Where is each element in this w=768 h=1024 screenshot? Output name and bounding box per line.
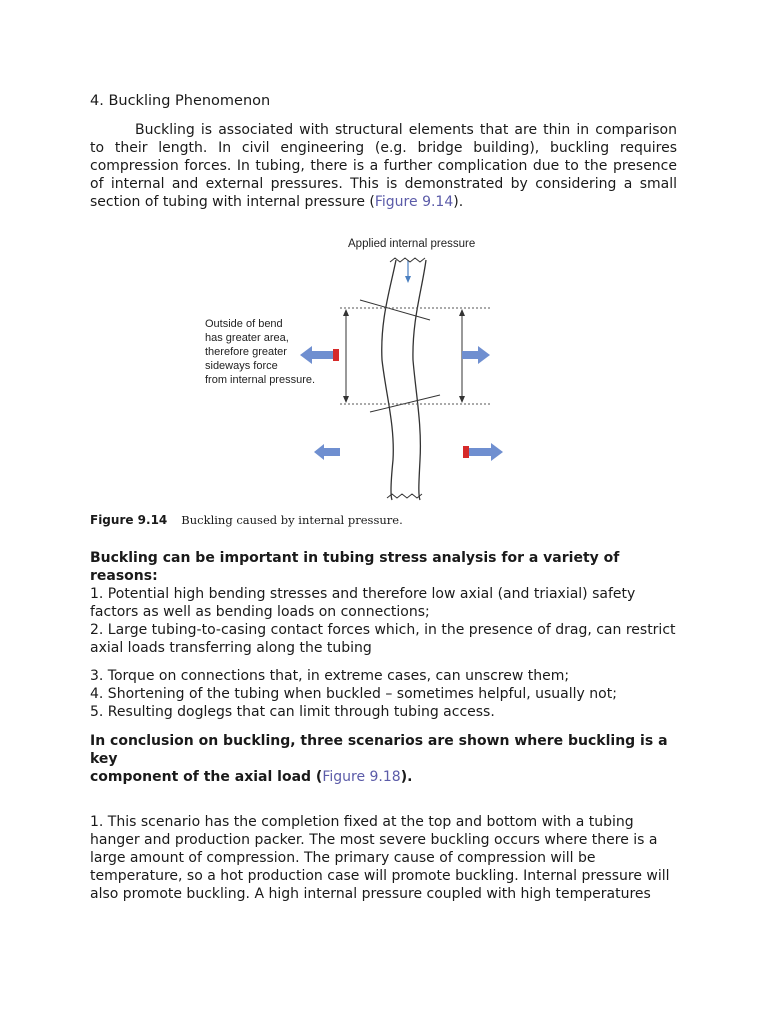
reasons-title	[90, 549, 680, 585]
side-label	[205, 318, 315, 386]
scenario-line-4: temperature, so a hot production case will promote buckling. Internal pressure will	[90, 868, 670, 884]
reason-1-line-2: factors as well as bending loads on connections;	[90, 604, 430, 620]
reason-2-line-2: axial loads transferring along the tubing	[90, 640, 372, 656]
figure-number: Figure 9.14	[90, 513, 168, 527]
side-label-line-1: Outside of bend	[205, 318, 283, 330]
lower-right-arrow	[469, 443, 503, 461]
conclusion-line-3	[90, 768, 680, 786]
reasons-title-line-1: Buckling can be important in tubing stress analysis for a variety of	[90, 550, 620, 566]
figure-top-label: Applied internal pressure	[348, 238, 476, 250]
tubing-left-wall	[382, 260, 396, 500]
conclusion-line-2: key	[90, 751, 118, 767]
conclusion-line-3-post: ).	[400, 769, 413, 785]
reason-item-4	[90, 685, 680, 703]
bottom-break-mark	[387, 494, 422, 498]
intro-end: ).	[453, 194, 464, 210]
conclusion-line-1: In conclusion on buckling, three scenarios are shown where buckling is a	[90, 733, 668, 749]
right-dim-arrow-bottom	[459, 396, 465, 403]
conclusion-line-3-pre: component of the axial load (	[90, 769, 323, 785]
figure-9-18-link[interactable]: Figure 9.18	[322, 769, 401, 785]
right-dim-arrow-top	[459, 309, 465, 316]
scenario-line-5: also promote buckling. A high internal pressure coupled with high temperatures	[90, 886, 651, 902]
reason-3-line-1: 3. Torque on connections that, in extreme cases, can unscrew them;	[90, 668, 570, 684]
side-label-line-5: from internal pressure.	[205, 374, 316, 386]
figure-caption-text: Buckling caused by internal pressure.	[181, 513, 403, 527]
side-label-line-3: therefore greater	[205, 346, 287, 358]
intro-paragraph	[90, 121, 677, 211]
tubing-right-wall	[413, 260, 426, 500]
scenario-line-1: 1. This scenario has the completion fixed at the top and bottom with a tubing	[90, 814, 634, 830]
upper-left-arrow-red-base	[333, 349, 339, 361]
reason-item-1	[90, 585, 680, 621]
upper-right-arrow	[462, 346, 490, 364]
figure-9-14-link[interactable]: Figure 9.14	[374, 194, 454, 210]
lower-section-line	[370, 395, 440, 412]
upper-left-arrow	[300, 346, 334, 364]
reason-item-2	[90, 621, 680, 657]
reason-item-3	[90, 667, 680, 685]
reason-5-line-1: 5. Resulting doglegs that can limit through tubing access.	[90, 704, 495, 720]
side-label-line-2: has greater area,	[205, 332, 289, 344]
reason-item-5	[90, 703, 680, 721]
reason-4-line-1: 4. Shortening of the tubing when buckled – sometimes helpful, usually not;	[90, 686, 617, 702]
scenario-line-3: large amount of compression. The primary cause of compression will be	[90, 850, 596, 866]
lower-left-arrow	[314, 444, 340, 460]
pressure-arrow-head	[405, 276, 411, 283]
reason-2-line-1: 2. Large tubing-to-casing contact forces which, in the presence of drag, can restrict	[90, 622, 676, 638]
intro-text: Buckling is associated with structural elements that are thin in comparison to their length. In civil engineering (e.g. bridge building), buckling requires compression forces. In tubing, there is a further complication due to the presence of internal and external pressures. This is demonstrated by considering a small section of tubing with internal pressure (	[90, 122, 677, 210]
reasons-title-line-2: reasons:	[90, 568, 158, 584]
upper-section-line	[360, 300, 430, 320]
side-label-line-4: sideways force	[205, 360, 278, 372]
scenario-line-2: hanger and production packer. The most severe buckling occurs where there is a	[90, 832, 658, 848]
buckling-figure	[90, 230, 690, 530]
scenario-paragraph	[90, 813, 680, 903]
section-heading: 4. Buckling Phenomenon	[90, 93, 271, 109]
left-dim-arrow-top	[343, 309, 349, 316]
lower-right-arrow-red-base	[463, 446, 469, 458]
figure-caption	[90, 513, 403, 527]
left-dim-arrow-bottom	[343, 396, 349, 403]
conclusion-paragraph	[90, 732, 680, 786]
reason-1-line-1: 1. Potential high bending stresses and therefore low axial (and triaxial) safety	[90, 586, 636, 602]
